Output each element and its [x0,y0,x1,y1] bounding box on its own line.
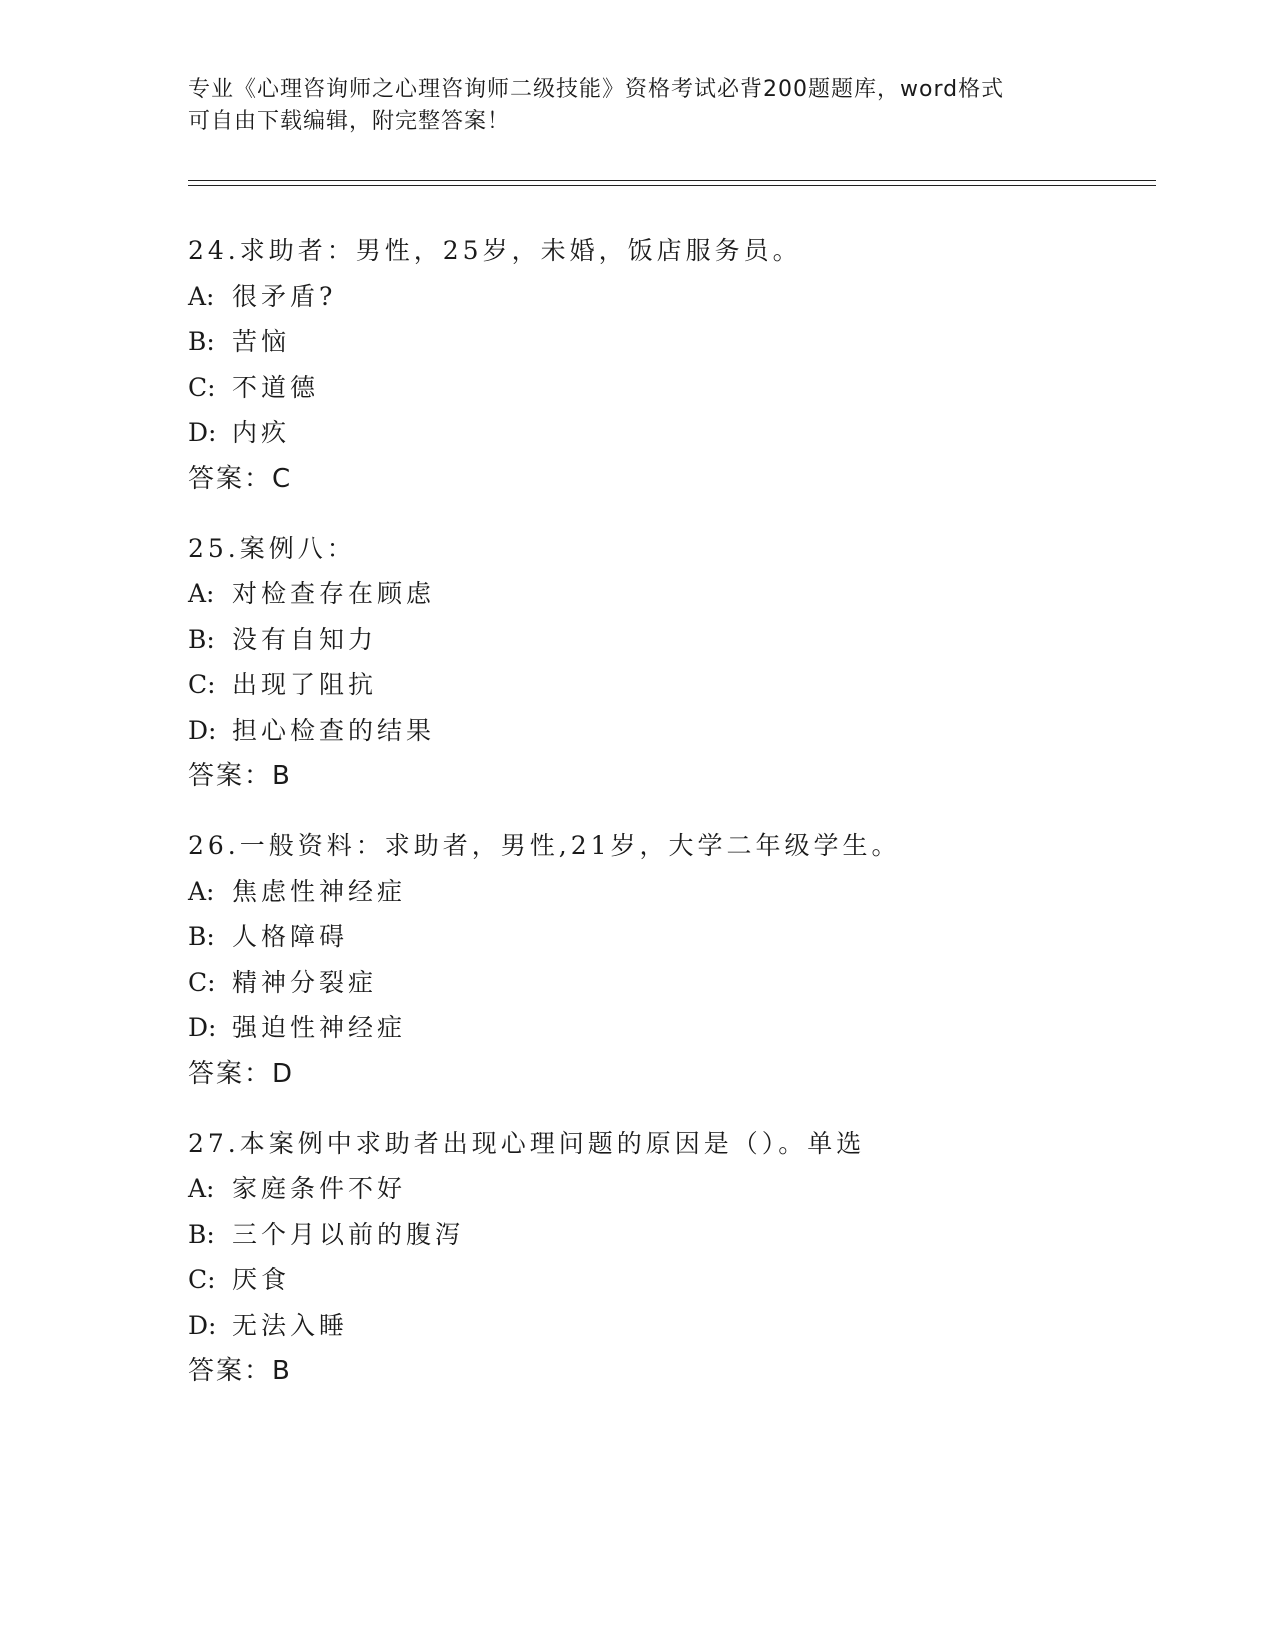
question-25 [188,534,1088,792]
option-text: 人格障碍 [232,922,349,951]
option-a [188,579,1088,609]
question-24 [188,236,1088,494]
option-text: 内疚 [232,418,291,447]
question-26 [188,831,1088,1089]
option-a [188,282,1088,312]
option-text: 焦虑性神经症 [232,876,407,906]
header-line-1: 专业《心理咨询师之心理咨询师二级技能》资格考试必背200题题库，word格式 [188,77,1005,102]
option-text: 厌食 [232,1265,291,1294]
option-b [188,327,1088,357]
question-list [188,236,1088,1426]
option-text: 无法入睡 [232,1310,349,1340]
question-27 [188,1129,1088,1387]
answer-line: 答案：B [188,1356,292,1386]
option-key: A: [188,876,215,906]
option-text: 很矛盾? [232,281,337,311]
option-key: A: [188,579,215,608]
header-line-2: 可自由下载编辑，附完整答案！ [188,109,511,134]
option-text: 强迫性神经症 [232,1013,407,1042]
answer-line: 答案：C [188,463,293,494]
option-text: 出现了阻抗 [232,670,378,699]
option-key: B: [188,624,215,654]
option-key: D: [188,1310,217,1340]
option-text: 苦恼 [232,327,291,356]
option-key: A: [188,281,215,311]
option-text: 没有自知力 [232,624,378,654]
option-key: C: [188,670,216,699]
option-c [188,373,1088,403]
option-text: 对检查存在顾虑 [232,579,436,608]
option-d [188,1311,1088,1341]
option-b [188,625,1088,655]
question-title: 26.一般资料：求助者，男性,21岁，大学二年级学生。 [188,831,901,860]
option-d [188,1013,1088,1043]
header-divider-bottom [188,185,1156,186]
answer-line: 答案：B [188,761,292,791]
option-text: 家庭条件不好 [232,1174,407,1203]
option-text: 三个月以前的腹泻 [232,1219,465,1249]
document-header [188,74,1088,138]
option-key: C: [188,967,216,997]
option-c [188,968,1088,998]
question-title: 24.求助者：男性，25岁，未婚，饭店服务员。 [188,236,802,265]
option-c [188,1265,1088,1295]
option-text: 不道德 [232,372,320,402]
option-text: 担心检查的结果 [232,715,436,745]
answer-line: 答案：D [188,1058,295,1089]
option-text: 精神分裂症 [232,967,378,997]
option-b [188,922,1088,952]
option-key: B: [188,1219,215,1249]
question-title: 27.本案例中求助者出现心理问题的原因是（）。单选 [188,1128,866,1158]
option-a [188,1174,1088,1204]
option-b [188,1220,1088,1250]
option-key: D: [188,715,217,745]
option-key: B: [188,922,215,951]
option-key: C: [188,1265,216,1294]
option-c [188,670,1088,700]
option-key: D: [188,1013,217,1042]
option-d [188,418,1088,448]
option-key: B: [188,327,215,356]
header-divider-top [188,180,1156,181]
question-title: 25.案例八： [188,533,356,563]
option-key: C: [188,372,216,402]
option-d [188,716,1088,746]
option-key: A: [188,1174,215,1203]
option-key: D: [188,418,217,447]
option-a [188,877,1088,907]
